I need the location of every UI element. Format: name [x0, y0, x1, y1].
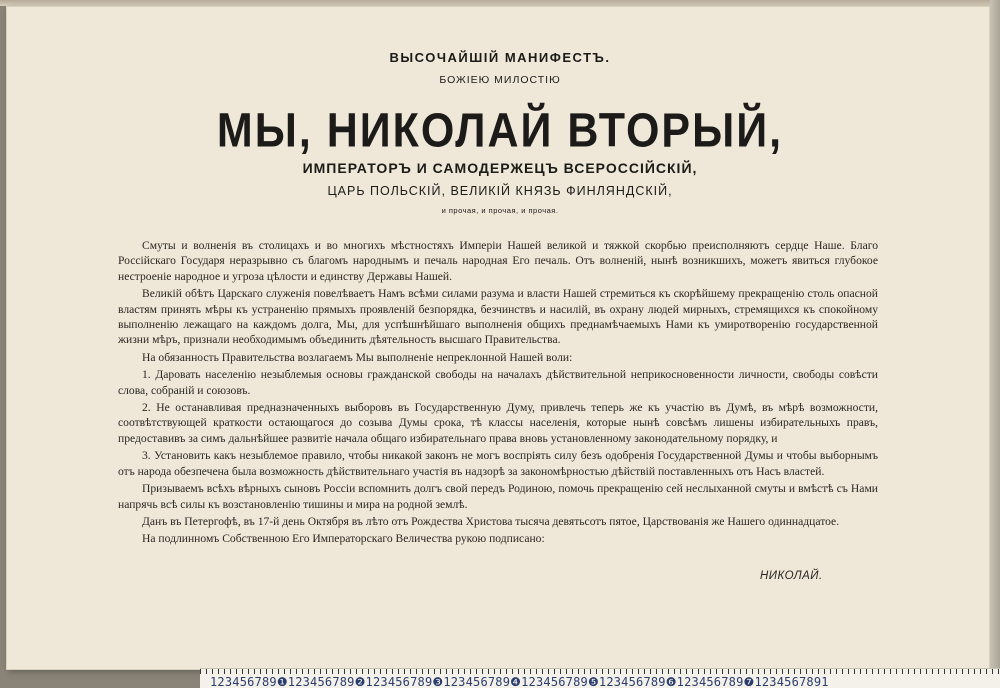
paragraph-point-2: 2. Не останавливая предназначенныхъ выборовъ въ Государственную Думу, привлечь теперь же къ участію въ Думѣ, въ мѣрѣ возможности, соотвѣтствующей краткости остающагося до созыва Думы срока, тѣ классы населенія, которые нынѣ совсѣмъ лишены избирательныхъ правъ, предоставивъ за симъ дальнѣйшее развитіе начала общаго избирательнаго права вновь установленному законодательному порядку, и — [118, 401, 878, 445]
paragraph-signed: На подлинномъ Собственною Его Императорскаго Величества рукою подписано: — [142, 532, 545, 546]
title-line-etc: и прочая, и прочая, и прочая. — [441, 206, 559, 215]
paragraph-date: Данъ въ Петергофѣ, въ 17-й день Октября въ лѣто отъ Рождества Христова тысяча девятьсотъ пятое, Царствованія же Нашего одиннадцатое. — [142, 514, 840, 528]
manifesto-title: ВЫСОЧАЙШІЙ МАНИФЕСТЪ. — [389, 50, 611, 65]
manifesto-body — [118, 238, 878, 549]
paragraph-point-3: 3. Установить какъ незыблемое правило, чтобы никакой законъ не могъ воспріять силу безъ одобренія Государственной Думы и чтобы выборнымъ отъ народа обезпечена была возможность дѣйствительнаго участія въ надзорѣ за закономѣрностью дѣйствій поставленныхъ отъ Насъ властей. — [118, 449, 878, 478]
signature: НИКОЛАЙ. — [760, 570, 823, 582]
paragraph-obligation: На обязанность Правительства возлагаемъ Мы выполненіе непреклонной Нашей воли: — [142, 350, 573, 364]
title-line-emperor: ИМПЕРАТОРЪ И САМОДЕРЖЕЦЪ ВСЕРОССІЙСКІЙ, — [302, 160, 698, 176]
paragraph-appeal: Призываемъ всѣхъ вѣрныхъ сыновъ Россіи вспомнить долгъ свой передъ Родиною, помочь прекращенію сей неслыханной смуты и вмѣстѣ съ Нами напрячь всѣ силы къ возстановленію тишины и мира на родной землѣ. — [118, 482, 878, 511]
title-line-tsar: ЦАРЬ ПОЛЬСКІЙ, ВЕЛИКІЙ КНЯЗЬ ФИНЛЯНДСКІЙ, — [327, 184, 673, 198]
by-grace-line: БОЖІЕЮ МИЛОСТІЮ — [439, 74, 561, 86]
paragraph-point-1: 1. Даровать населенію незыблемыя основы гражданской свободы на началахъ дѣйствительной неприкосновенности личности, свободы совѣсти слова, собраній и союзовъ. — [118, 368, 878, 397]
ruler-ticks — [200, 669, 1000, 674]
measuring-ruler — [200, 668, 1000, 688]
paragraph-unrest: Смуты и волненія въ столицахъ и во многихъ мѣстностяхъ Имперіи Нашей великой и тяжкой скорбью преисполняютъ сердце Наше. Благо Россійскаго Государя неразрывно съ благомъ народнымъ и печаль народная Его печаль. Отъ волненій, нынѣ возникшихъ, можетъ явиться глубокое нестроеніе народное и угроза цѣлости и единству Державы Нашей. — [118, 239, 878, 283]
emperor-name-heading: МЫ, НИКОЛАЙ ВТОРЫЙ, — [216, 104, 784, 158]
ruler-digits: 123456789❶123456789❷123456789❸123456789❹123456789❺123456789❻123456789❼1234567891 — [210, 675, 829, 688]
paragraph-duty: Великій обѣтъ Царскаго служенія повелѣваетъ Намъ всѣми силами разума и власти Нашей стремиться къ скорѣйшему прекращенію столь опасной властям принять мѣры къ устраненію прямыхъ проявленій безпорядка, безчинствъ и насилій, въ охрану людей мирныхъ, стремящихся къ спокойному выполненію лежащаго на каждомъ долга, Мы, для успѣшнѣйшаго выполненія общихъ преднамѣчаемыхъ Нами къ умиротворенію государственной жизни мѣръ, признали необходимымъ объединить дѣятельность высшаго Правительства. — [118, 287, 878, 347]
